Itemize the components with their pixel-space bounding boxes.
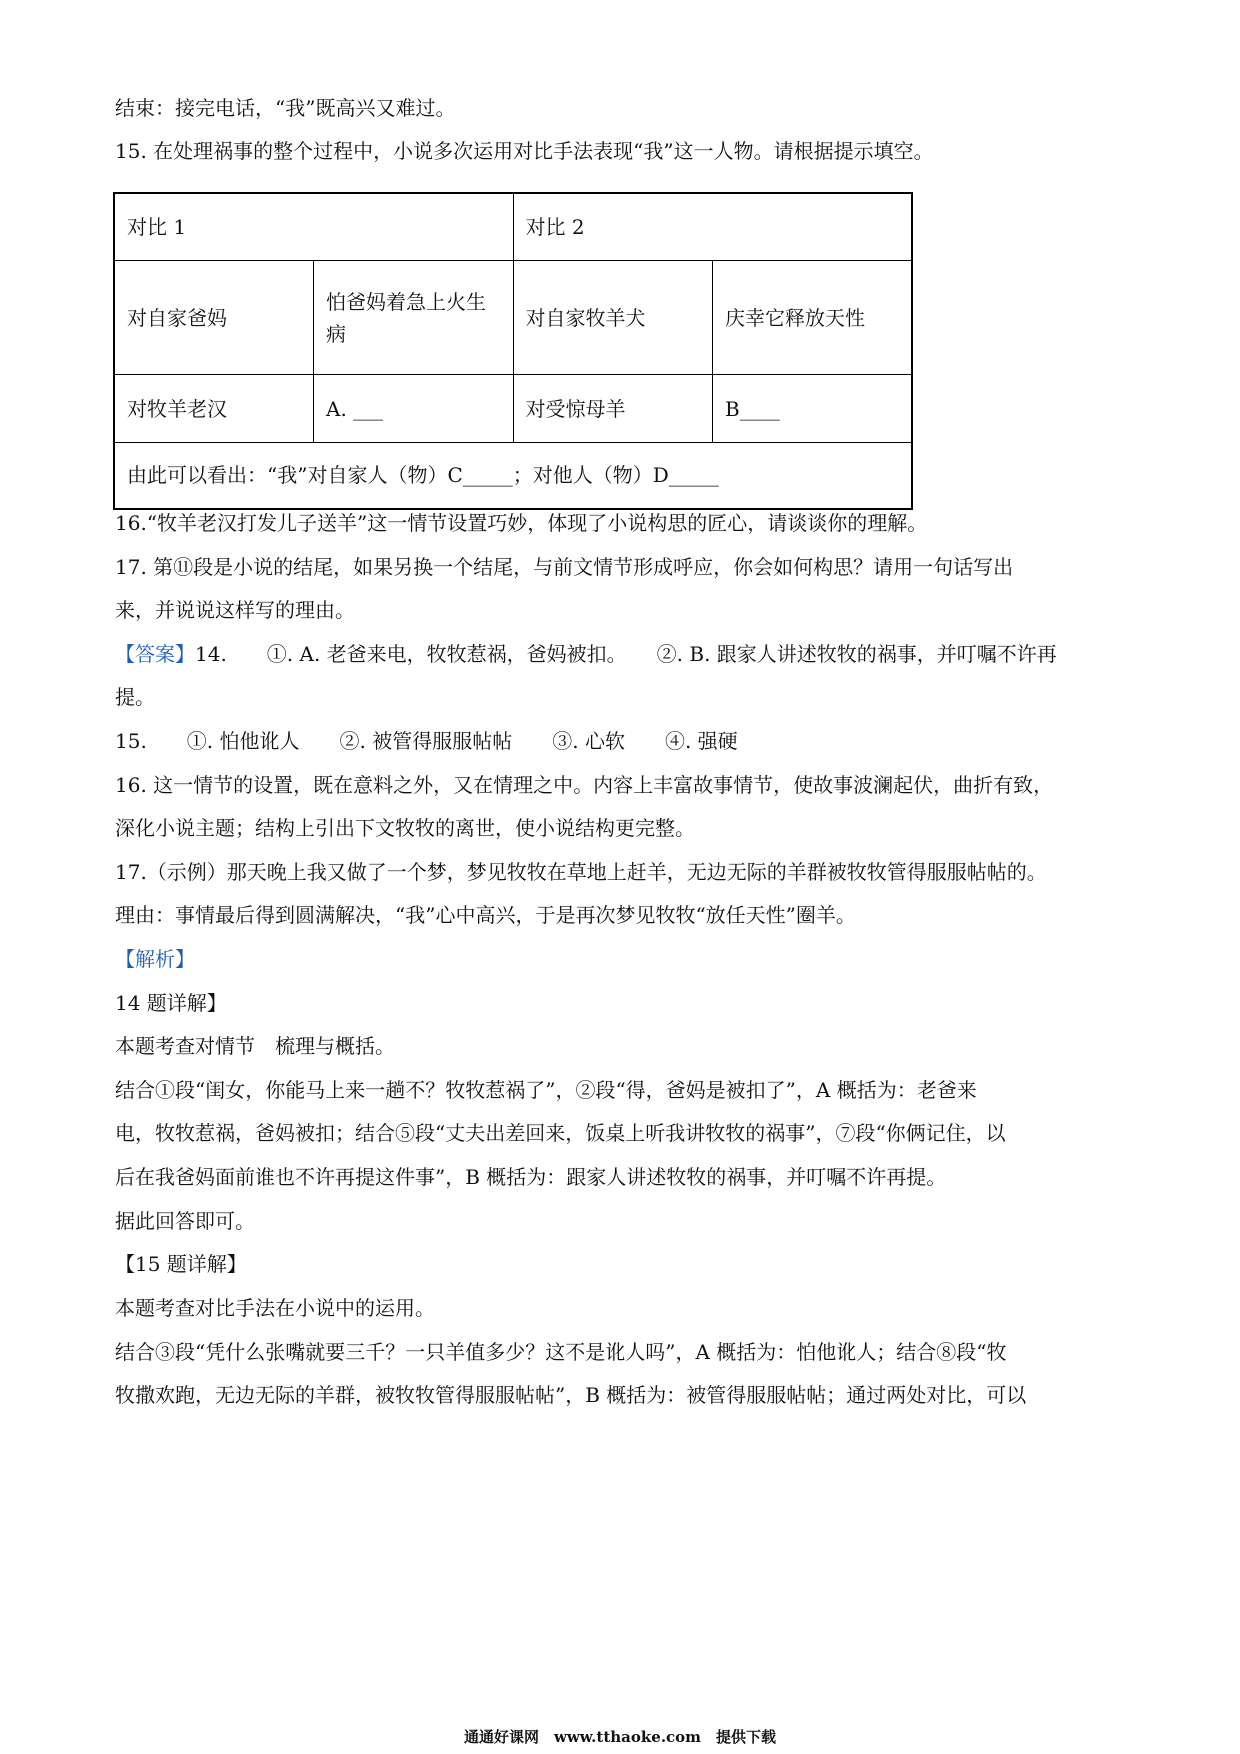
detail-15-intro: 本题考查对比手法在小说中的运用。 <box>115 1296 435 1320</box>
detail-14-para-3: 后在我爸妈面前谁也不许再提这件事”，B 概括为：跟家人讲述牧牧的祸事，并叮嘱不许再提。 <box>115 1165 947 1189</box>
table-cell-frightened-ewe: 对受惊母羊 <box>513 375 713 443</box>
detail-14-para-2: 电，牧牧惹祸，爸妈被扣；结合⑤段“丈夫出差回来，饭桌上听我讲牧牧的祸事”，⑦段“你俩记住，以 <box>115 1121 1006 1145</box>
table-header-compare-2: 对比 2 <box>513 193 912 261</box>
answer-16-cont: 深化小说主题；结构上引出下文牧牧的离世，使小说结构更完整。 <box>115 816 695 840</box>
table-cell-dog-nature: 庆幸它释放天性 <box>713 261 913 375</box>
question-17-cont: 来，并说说这样写的理由。 <box>115 598 355 622</box>
question-16: 16.“牧羊老汉打发儿子送羊”这一情节设置巧妙，体现了小说构思的匠心，请谈谈你的理解。 <box>115 511 928 535</box>
table-cell-own-dog: 对自家牧羊犬 <box>513 261 713 375</box>
detail-15-heading: 【15 题详解】 <box>115 1252 247 1276</box>
question-17: 17. 第⑪段是小说的结尾，如果另换一个结尾，与前文情节形成呼应，你会如何构思？请用一句话写出 <box>115 555 1014 579</box>
table-cell-own-parents: 对自家爸妈 <box>114 261 314 375</box>
question-15: 15. 在处理祸事的整个过程中，小说多次运用对比手法表现“我”这一人物。请根据提示填空。 <box>115 139 934 163</box>
answer-14-text: 14. ①. A. 老爸来电，牧牧惹祸，爸妈被扣。 ②. B. 跟家人讲述牧牧的祸事，并叮嘱不许再 <box>195 642 1057 666</box>
table-header-compare-1: 对比 1 <box>114 193 513 261</box>
comparison-table <box>113 192 913 510</box>
table-conclusion-row: 由此可以看出：“我”对自家人（物）C_____；对他人（物）D_____ <box>114 442 912 509</box>
answer-14-cont: 提。 <box>115 685 155 709</box>
detail-14-conclusion: 据此回答即可。 <box>115 1209 255 1233</box>
detail-15-para-1: 结合③段“凭什么张嘴就要三千？一只羊值多少？这不是讹人吗”，A 概括为：怕他讹人；结合⑧段“牧 <box>115 1340 1007 1364</box>
table-cell-parents-worry: 怕爸妈着急上火生病 <box>314 261 514 375</box>
answer-17: 17.（示例）那天晚上我又做了一个梦，梦见牧牧在草地上赶羊，无边无际的羊群被牧牧管得服服帖帖的。 <box>115 860 1047 884</box>
detail-14-intro: 本题考查对情节 梳理与概括。 <box>115 1034 395 1058</box>
page-footer: 通通好课网 www.tthaoke.com 提供下载 <box>463 1728 777 1746</box>
answer-14 <box>115 641 1057 667</box>
answer-15: 15. ①. 怕他讹人 ②. 被管得服服帖帖 ③. 心软 ④. 强硬 <box>115 729 738 753</box>
text-line-ending-summary: 结束：接完电话，“我”既高兴又难过。 <box>115 96 456 120</box>
answer-16: 16. 这一情节的设置，既在意料之外，又在情理之中。内容上丰富故事情节，使故事波澜起伏，曲折有致， <box>115 773 1054 797</box>
table-cell-blank-a: A. ___ <box>314 375 514 443</box>
detail-14-para-1: 结合①段“闺女，你能马上来一趟不？牧牧惹祸了”，②段“得，爸妈是被扣了”，A 概括为：老爸来 <box>115 1078 977 1102</box>
detail-14-heading: 14 题详解】 <box>115 991 227 1015</box>
answer-17-reason: 理由：事情最后得到圆满解决，“我”心中高兴，于是再次梦见牧牧“放任天性”圈羊。 <box>115 903 856 927</box>
table-cell-old-shepherd: 对牧羊老汉 <box>114 375 314 443</box>
answer-tag: 【答案】 <box>115 642 195 666</box>
table-cell-blank-b: B____ <box>713 375 913 443</box>
detail-15-para-2: 牧撒欢跑，无边无际的羊群，被牧牧管得服服帖帖”，B 概括为：被管得服服帖帖；通过两处对比，可以 <box>115 1383 1027 1407</box>
analysis-tag: 【解析】 <box>115 947 195 971</box>
